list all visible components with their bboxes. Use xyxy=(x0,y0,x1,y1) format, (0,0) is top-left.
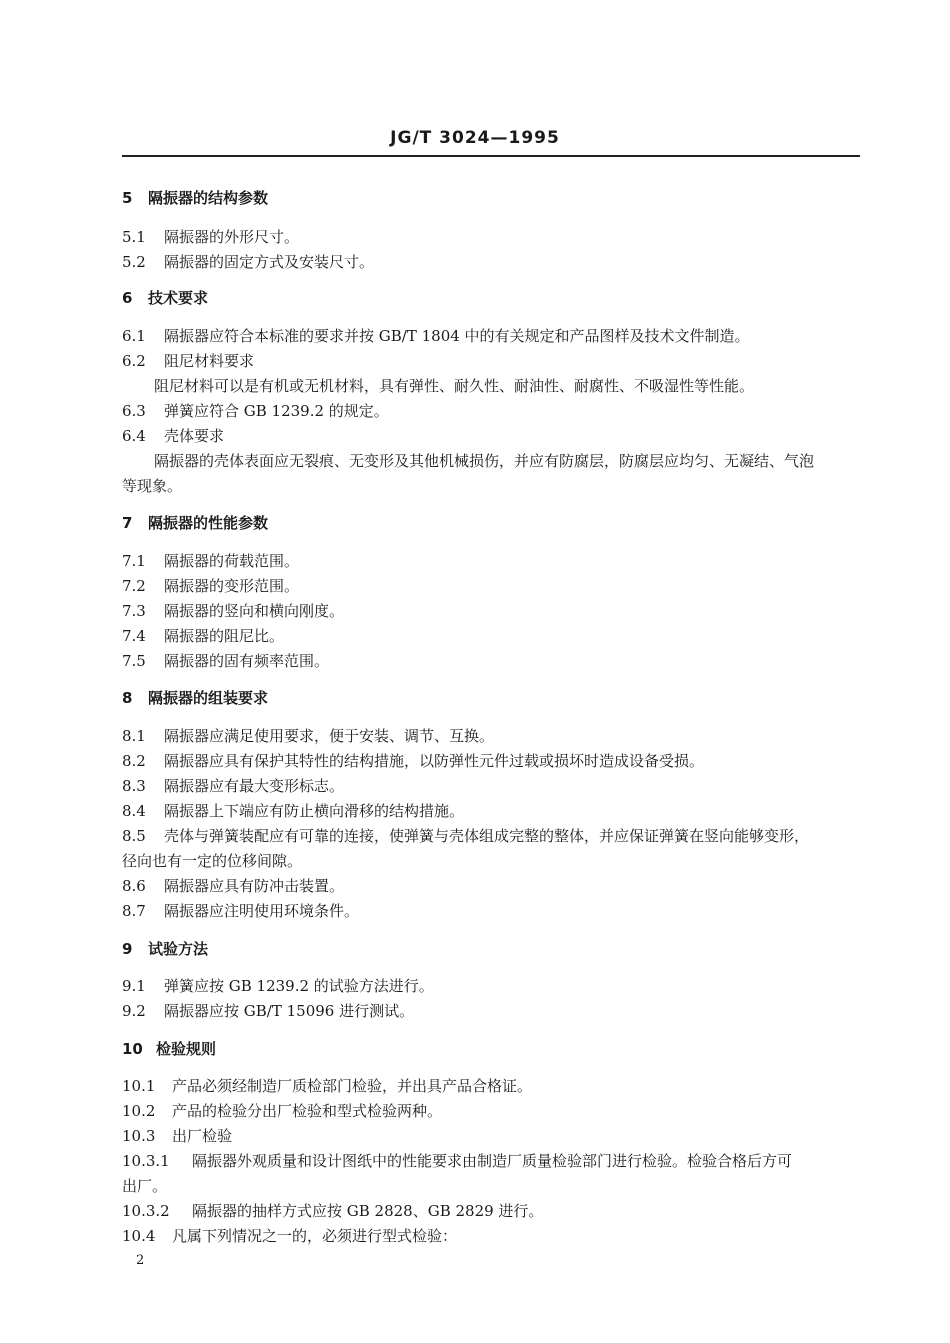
clause-text: 隔振器应满足使用要求，便于安装、调节、互换。 xyxy=(164,727,495,745)
clause-number: 7.4 xyxy=(122,627,146,645)
clause xyxy=(122,425,224,446)
section-title: 技术要求 xyxy=(148,289,209,307)
clause-text: 隔振器应按 GB/T 15096 进行测试。 xyxy=(164,1002,415,1020)
clause-text: 隔振器的竖向和横向刚度。 xyxy=(164,602,345,620)
clause-number: 7.3 xyxy=(122,602,146,620)
clause-number: 10.3.1 xyxy=(122,1152,170,1170)
section-heading xyxy=(122,687,268,708)
clause-number: 7.5 xyxy=(122,652,146,670)
clause xyxy=(122,1150,792,1171)
paragraph: 出厂。 xyxy=(122,1177,168,1195)
section-number: 10 xyxy=(122,1040,143,1058)
section-heading xyxy=(122,187,268,208)
clause-number: 6.1 xyxy=(122,327,146,345)
clause-text: 弹簧应按 GB 1239.2 的试验方法进行。 xyxy=(164,977,434,995)
page-header: JG/T 3024—1995 xyxy=(390,128,560,148)
section-number: 6 xyxy=(122,289,133,307)
clause xyxy=(122,975,434,996)
section-title: 隔振器的结构参数 xyxy=(148,189,269,207)
section-heading xyxy=(122,512,268,533)
clause xyxy=(122,1075,532,1096)
clause xyxy=(122,1225,457,1246)
clause-text: 隔振器的阻尼比。 xyxy=(164,627,285,645)
clause xyxy=(122,750,704,771)
clause-text: 壳体与弹簧装配应有可靠的连接，使弹簧与壳体组成完整的整体，并应保证弹簧在竖向能够变形， xyxy=(164,827,810,845)
clause-text: 隔振器的荷载范围。 xyxy=(164,552,300,570)
clause xyxy=(122,600,344,621)
clause xyxy=(122,650,329,671)
clause-number: 8.7 xyxy=(122,902,146,920)
clause-number: 7.1 xyxy=(122,552,146,570)
clause-text: 隔振器应符合本标准的要求并按 GB/T 1804 中的有关规定和产品图样及技术文件制造。 xyxy=(164,327,750,345)
clause-text: 隔振器上下端应有防止横向滑移的结构措施。 xyxy=(164,802,465,820)
section-heading xyxy=(122,938,208,959)
clause-number: 5.1 xyxy=(122,228,146,246)
clause-number: 5.2 xyxy=(122,253,146,271)
clause-text: 隔振器的固定方式及安装尺寸。 xyxy=(164,253,375,271)
clause xyxy=(122,625,284,646)
paragraph: 径向也有一定的位移间隙。 xyxy=(122,852,303,870)
clause-number: 9.1 xyxy=(122,977,146,995)
header-rule xyxy=(122,155,860,157)
section-title: 试验方法 xyxy=(148,940,209,958)
clause-text: 隔振器应注明使用环境条件。 xyxy=(164,902,360,920)
clause-number: 8.1 xyxy=(122,727,146,745)
clause-text: 凡属下列情况之一的，必须进行型式检验： xyxy=(172,1227,458,1245)
clause-text: 产品的检验分出厂检验和型式检验两种。 xyxy=(172,1102,443,1120)
clause-number: 9.2 xyxy=(122,1002,146,1020)
clause xyxy=(122,875,344,896)
clause-text: 出厂检验 xyxy=(172,1127,233,1145)
section-number: 7 xyxy=(122,514,133,532)
clause-number: 10.3 xyxy=(122,1127,156,1145)
clause-text: 隔振器的固有频率范围。 xyxy=(164,652,330,670)
clause xyxy=(122,1200,543,1221)
clause-text: 隔振器的变形范围。 xyxy=(164,577,300,595)
clause xyxy=(122,350,254,371)
paragraph: 等现象。 xyxy=(122,477,183,495)
clause-number: 6.2 xyxy=(122,352,146,370)
clause-number: 10.1 xyxy=(122,1077,156,1095)
section-heading xyxy=(122,1038,216,1059)
section-heading xyxy=(122,287,208,308)
clause xyxy=(122,775,344,796)
clause-number: 10.3.2 xyxy=(122,1202,170,1220)
clause-text: 阻尼材料要求 xyxy=(164,352,255,370)
clause xyxy=(122,725,494,746)
clause xyxy=(122,800,464,821)
clause-text: 隔振器应具有保护其特性的结构措施，以防弹性元件过载或损坏时造成设备受损。 xyxy=(164,752,705,770)
section-number: 9 xyxy=(122,940,133,958)
section-title: 隔振器的组装要求 xyxy=(148,689,269,707)
clause-number: 6.3 xyxy=(122,402,146,420)
clause-number: 6.4 xyxy=(122,427,146,445)
clause-number: 8.2 xyxy=(122,752,146,770)
section-number: 8 xyxy=(122,689,133,707)
section-title: 检验规则 xyxy=(156,1040,217,1058)
clause-text: 隔振器外观质量和设计图纸中的性能要求由制造厂质量检验部门进行检验。检验合格后方可 xyxy=(192,1152,793,1170)
clause xyxy=(122,550,299,571)
section-title: 隔振器的性能参数 xyxy=(148,514,269,532)
clause xyxy=(122,575,299,596)
clause-text: 隔振器应有最大变形标志。 xyxy=(164,777,345,795)
clause-text: 隔振器的抽样方式应按 GB 2828、GB 2829 进行。 xyxy=(192,1202,544,1220)
section-number: 5 xyxy=(122,189,133,207)
clause xyxy=(122,1125,232,1146)
clause-number: 8.3 xyxy=(122,777,146,795)
clause-text: 产品必须经制造厂质检部门检验，并出具产品合格证。 xyxy=(172,1077,533,1095)
clause xyxy=(122,900,359,921)
clause xyxy=(122,1100,442,1121)
clause xyxy=(122,825,809,846)
clause xyxy=(122,400,389,421)
clause-number: 8.4 xyxy=(122,802,146,820)
clause-text: 弹簧应符合 GB 1239.2 的规定。 xyxy=(164,402,389,420)
clause xyxy=(122,251,374,272)
paragraph: 阻尼材料可以是有机或无机材料，具有弹性、耐久性、耐油性、耐腐性、不吸湿性等性能。 xyxy=(154,377,755,395)
clause-text: 隔振器应具有防冲击装置。 xyxy=(164,877,345,895)
page-number: 2 xyxy=(136,1253,145,1268)
clause-number: 10.4 xyxy=(122,1227,156,1245)
clause-number: 8.6 xyxy=(122,877,146,895)
clause-number: 10.2 xyxy=(122,1102,156,1120)
clause-text: 壳体要求 xyxy=(164,427,225,445)
clause xyxy=(122,325,750,346)
clause xyxy=(122,226,299,247)
clause-text: 隔振器的外形尺寸。 xyxy=(164,228,300,246)
clause xyxy=(122,1000,414,1021)
clause-number: 7.2 xyxy=(122,577,146,595)
paragraph: 隔振器的壳体表面应无裂痕、无变形及其他机械损伤，并应有防腐层，防腐层应均匀、无凝结、气泡 xyxy=(154,452,815,470)
clause-number: 8.5 xyxy=(122,827,146,845)
